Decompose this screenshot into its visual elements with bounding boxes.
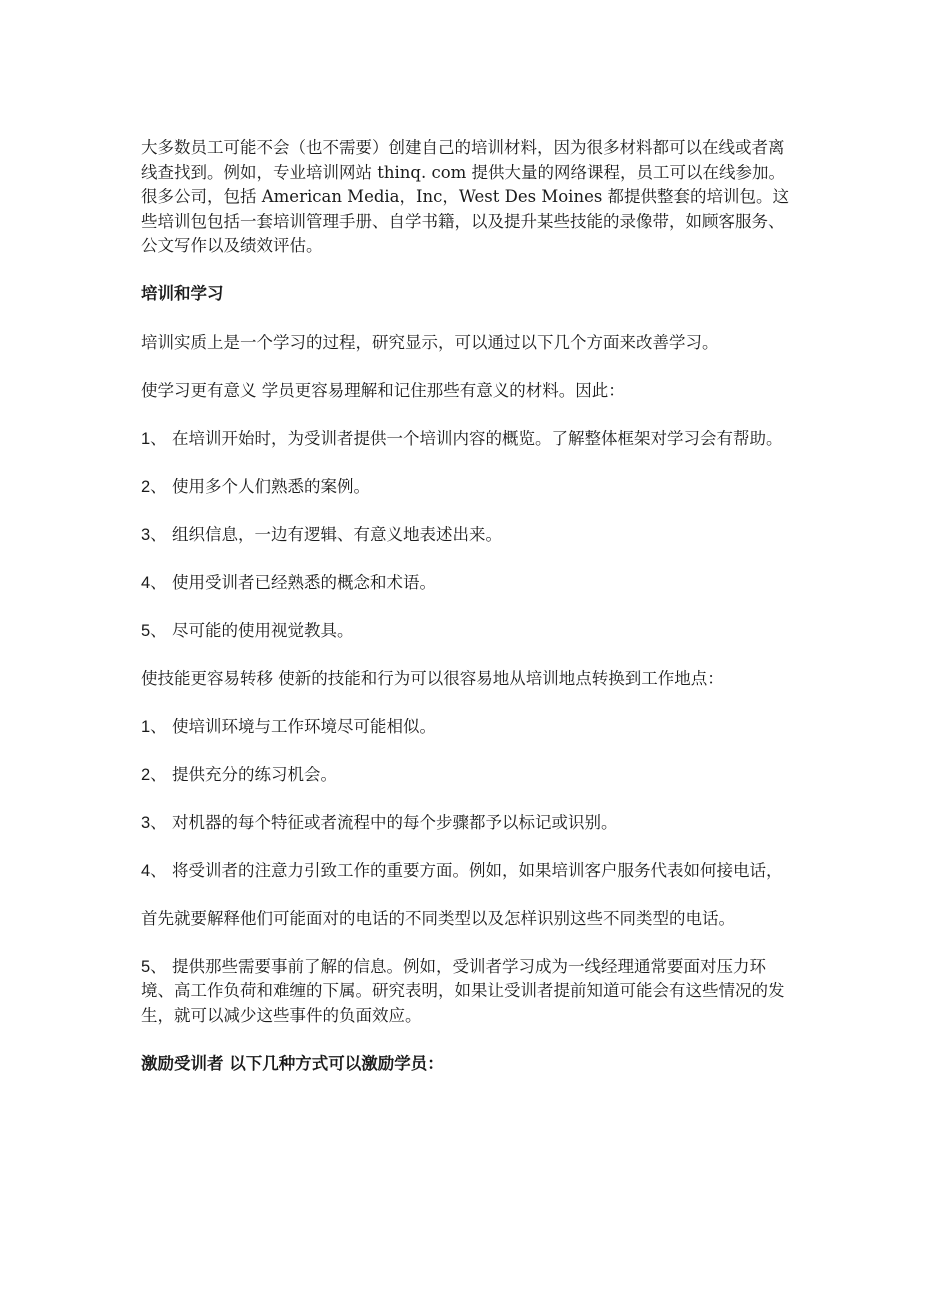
list-item-text: 在培训开始时，为受训者提供一个培训内容的概览。了解整体框架对学习会有帮助。 [171,428,783,448]
section-heading-motivation: 激励受训者 以下几种方式可以激励学员： [141,1053,444,1073]
transfer-item-1 [141,715,791,740]
list-number: 2、 [141,477,167,496]
list-number: 1、 [141,717,167,736]
list-number: 4、 [141,573,167,592]
meaningful-item-3 [141,523,791,548]
list-number: 5、 [141,621,167,640]
meaningful-item-2 [141,475,791,500]
list-number: 4、 [141,861,167,880]
intro-paragraph: 大多数员工可能不会（也不需要）创建自己的培训材料，因为很多材料都可以在线或者离线查找到。例如，专业培训网站 thinq. com 提供大量的网络课程，员工可以在线参加。很多公司，包括 American Media，Inc，West Des Moines 都提供整套的培训包。这些培训包包括一套培训管理手册、自学书籍，以及提升某些技能的录像带，如顾客服务、公文写作以及绩效评估。 [141,138,790,255]
meaningful-item-1 [141,427,791,452]
transfer-item-4 [141,859,791,884]
list-number: 2、 [141,765,167,784]
meaningful-item-5 [141,619,791,644]
list-item-text: 对机器的每个特征或者流程中的每个步骤都予以标记或识别。 [171,812,618,832]
list-item-text: 提供那些需要事前了解的信息。例如，受训者学习成为一线经理通常要面对压力环境、高工作负荷和难缠的下属。研究表明，如果让受训者提前知道可能会有这些情况的发生，就可以减少这些事件的负面效应。 [141,956,785,1025]
list-item-text: 将受训者的注意力引致工作的重要方面。例如，如果培训客户服务代表如何接电话， [171,860,783,880]
transfer-item-3 [141,811,791,836]
list-number: 5、 [141,957,167,976]
list-item-text: 使培训环境与工作环境尽可能相似。 [171,716,436,736]
transfer-continuation-paragraph: 首先就要解释他们可能面对的电话的不同类型以及怎样识别这些不同类型的电话。 [141,908,735,928]
transfer-item-5 [141,955,791,1029]
section-heading-training-learning: 培训和学习 [141,284,224,303]
transfer-item-2 [141,763,791,788]
meaningful-intro-paragraph: 使学习更有意义 学员更容易理解和记住那些有意义的材料。因此： [141,380,625,400]
list-number: 3、 [141,813,167,832]
document-page [141,136,791,1100]
meaningful-item-4 [141,571,791,596]
transfer-intro-paragraph: 使技能更容易转移 使新的技能和行为可以很容易地从培训地点转换到工作地点： [141,668,724,688]
list-item-text: 提供充分的练习机会。 [171,764,337,784]
list-number: 1、 [141,429,167,448]
list-number: 3、 [141,525,167,544]
list-item-text: 使用多个人们熟悉的案例。 [171,476,370,496]
list-item-text: 组织信息，一边有逻辑、有意义地表述出来。 [171,524,502,544]
list-item-text: 尽可能的使用视觉教具。 [171,620,354,640]
section-lead-paragraph: 培训实质上是一个学习的过程，研究显示，可以通过以下几个方面来改善学习。 [141,332,719,352]
list-item-text: 使用受训者已经熟悉的概念和术语。 [171,572,436,592]
